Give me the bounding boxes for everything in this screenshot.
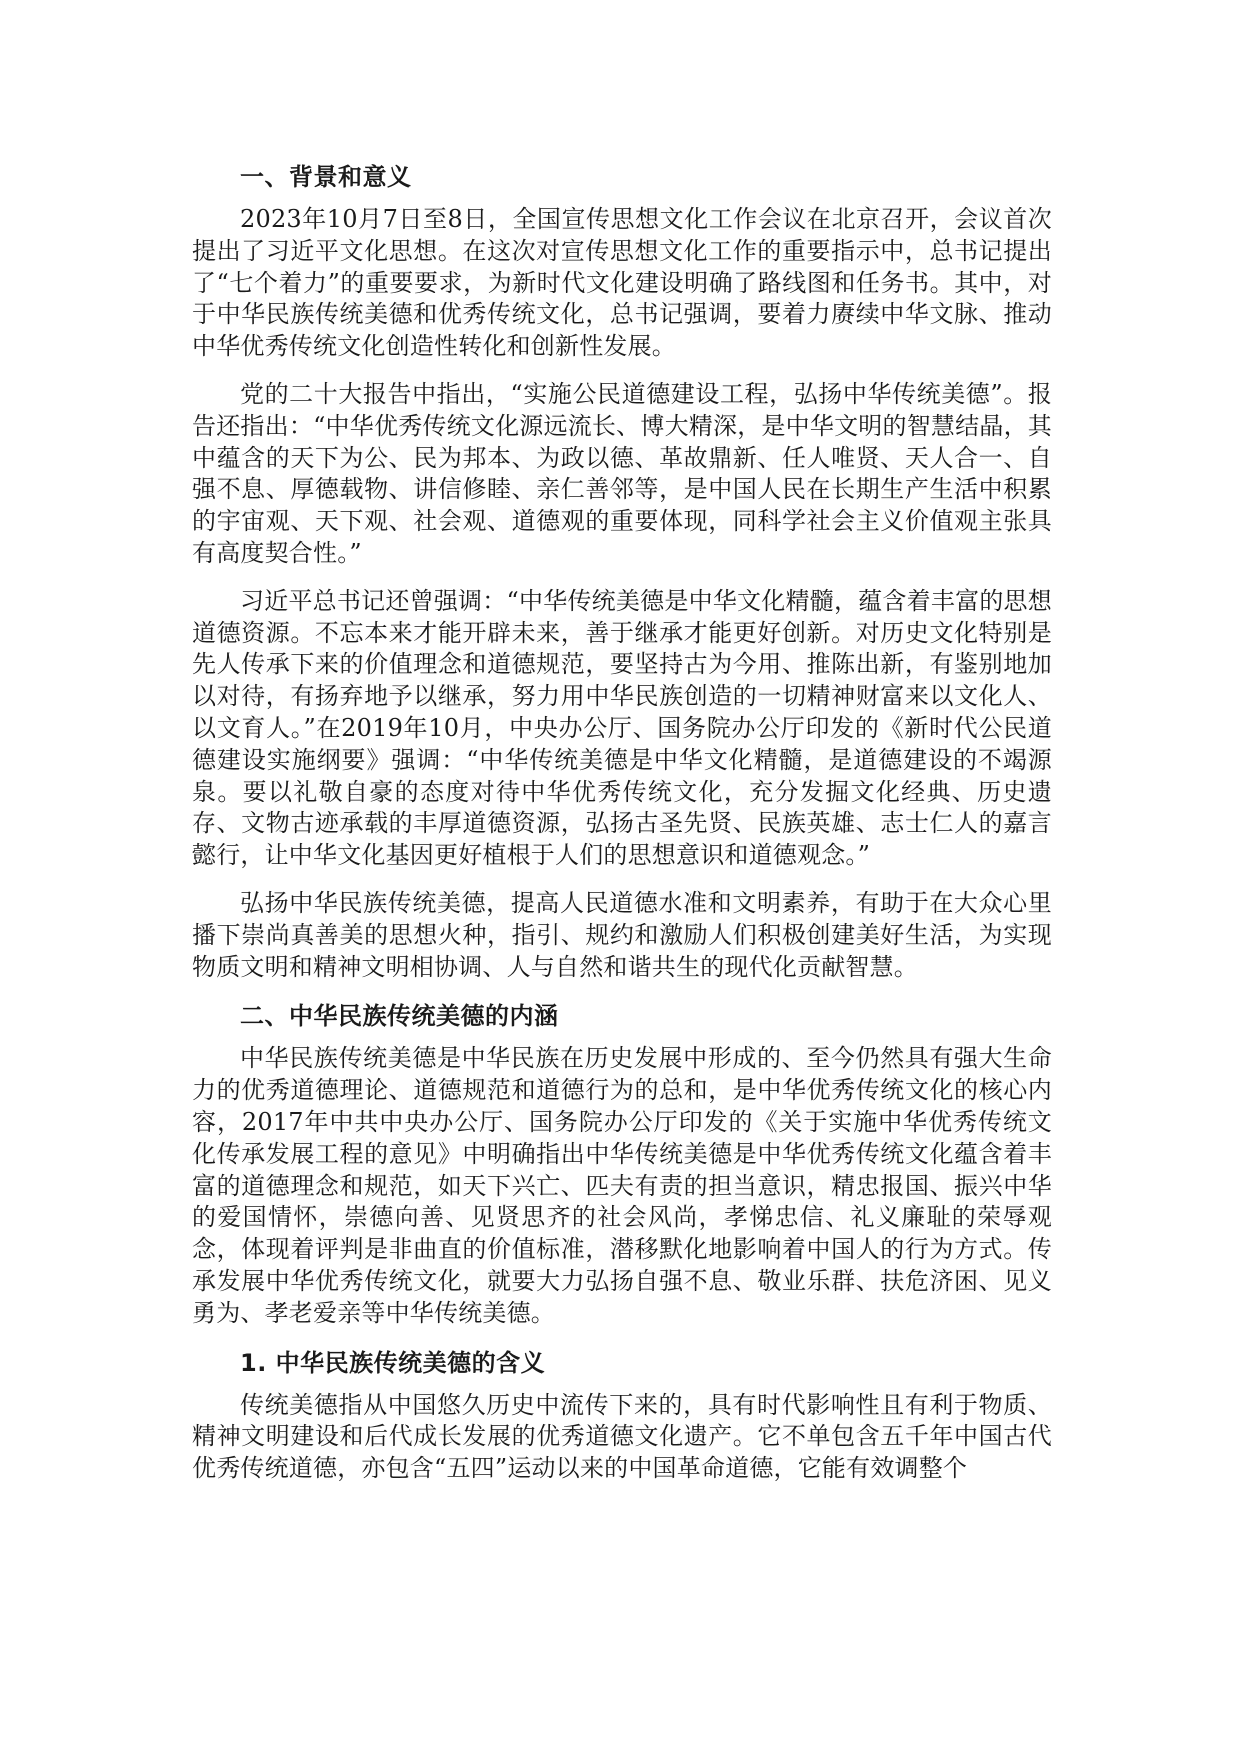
section-1-paragraph-1: 2023年10月7日至8日，全国宣传思想文化工作会议在北京召开，会议首次提出了习近平文化思想。在这次对宣传思想文化工作的重要指示中，总书记提出了“七个着力”的重要要求，为新时代文化建设明确了路线图和任务书。其中，对于中华民族传统美德和优秀传统文化，总书记强调，要着力赓续中华文脉、推动中华优秀传统文化创造性转化和创新性发展。 <box>192 205 1052 361</box>
subsection-1-paragraph: 传统美德指从中国悠久历史中流传下来的，具有时代影响性且有利于物质、精神文明建设和后代成长发展的优秀道德文化遗产。它不单包含五千年中国古代优秀传统道德，亦包含“五四”运动以来的中国革命道德，它能有效调整个 <box>192 1390 1052 1483</box>
section-2-heading: 二、中华民族传统美德的内涵 <box>240 1002 559 1031</box>
document-body <box>192 160 1052 1501</box>
section-1-heading: 一、背景和意义 <box>240 163 412 191</box>
subsection-1-heading: 1. 中华民族传统美德的含义 <box>240 1348 546 1377</box>
section-1-paragraph-3: 习近平总书记还曾强调：“中华传统美德是中华文化精髓，蕴含着丰富的思想道德资源。不忘本来才能开辟未来，善于继承才能更好创新。对历史文化特别是先人传承下来的价值理念和道德规范，要坚持古为今用、推陈出新，有鉴别地加以对待，有扬弃地予以继承，努力用中华民族创造的一切精神财富来以文化人、以文育人。”在2019年10月，中央办公厅、国务院办公厅印发的《新时代公民道德建设实施纲要》强调：“中华传统美德是中华文化精髓，是道德建设的不竭源泉。要以礼敬自豪的态度对待中华优秀传统文化，充分发掘文化经典、历史遗存、文物古迹承载的丰厚道德资源，弘扬古圣先贤、民族英雄、志士仁人的嘉言懿行，让中华文化基因更好植根于人们的思想意识和道德观念。” <box>192 586 1052 870</box>
section-1-paragraph-2: 党的二十大报告中指出，“实施公民道德建设工程，弘扬中华传统美德”。报告还指出：“中华优秀传统文化源远流长、博大精深，是中华文明的智慧结晶，其中蕴含的天下为公、民为邦本、为政以德、革故鼎新、任人唯贤、天人合一、自强不息、厚德载物、讲信修睦、亲仁善邻等，是中国人民在长期生产生活中积累的宇宙观、天下观、社会观、道德观的重要体现，同科学社会主义价值观主张具有高度契合性。” <box>192 379 1052 567</box>
section-1-paragraph-4: 弘扬中华民族传统美德，提高人民道德水准和文明素养，有助于在大众心里播下崇尚真善美的思想火种，指引、规约和激励人们积极创建美好生活，为实现物质文明和精神文明相协调、人与自然和谐共生的现代化贡献智慧。 <box>192 888 1052 981</box>
section-2-paragraph: 中华民族传统美德是中华民族在历史发展中形成的、至今仍然具有强大生命力的优秀道德理论、道德规范和道德行为的总和，是中华优秀传统文化的核心内容，2017年中共中央办公厅、国务院办公厅印发的《关于实施中华优秀传统文化传承发展工程的意见》中明确指出中华传统美德是中华优秀传统文化蕴含着丰富的道德理念和规范，如天下兴亡、匹夫有责的担当意识，精忠报国、振兴中华的爱国情怀，崇德向善、见贤思齐的社会风尚，孝悌忠信、礼义廉耻的荣辱观念，体现着评判是非曲直的价值标准，潜移默化地影响着中国人的行为方式。传承发展中华优秀传统文化，就要大力弘扬自强不息、敬业乐群、扶危济困、见义勇为、孝老爱亲等中华传统美德。 <box>192 1044 1052 1327</box>
